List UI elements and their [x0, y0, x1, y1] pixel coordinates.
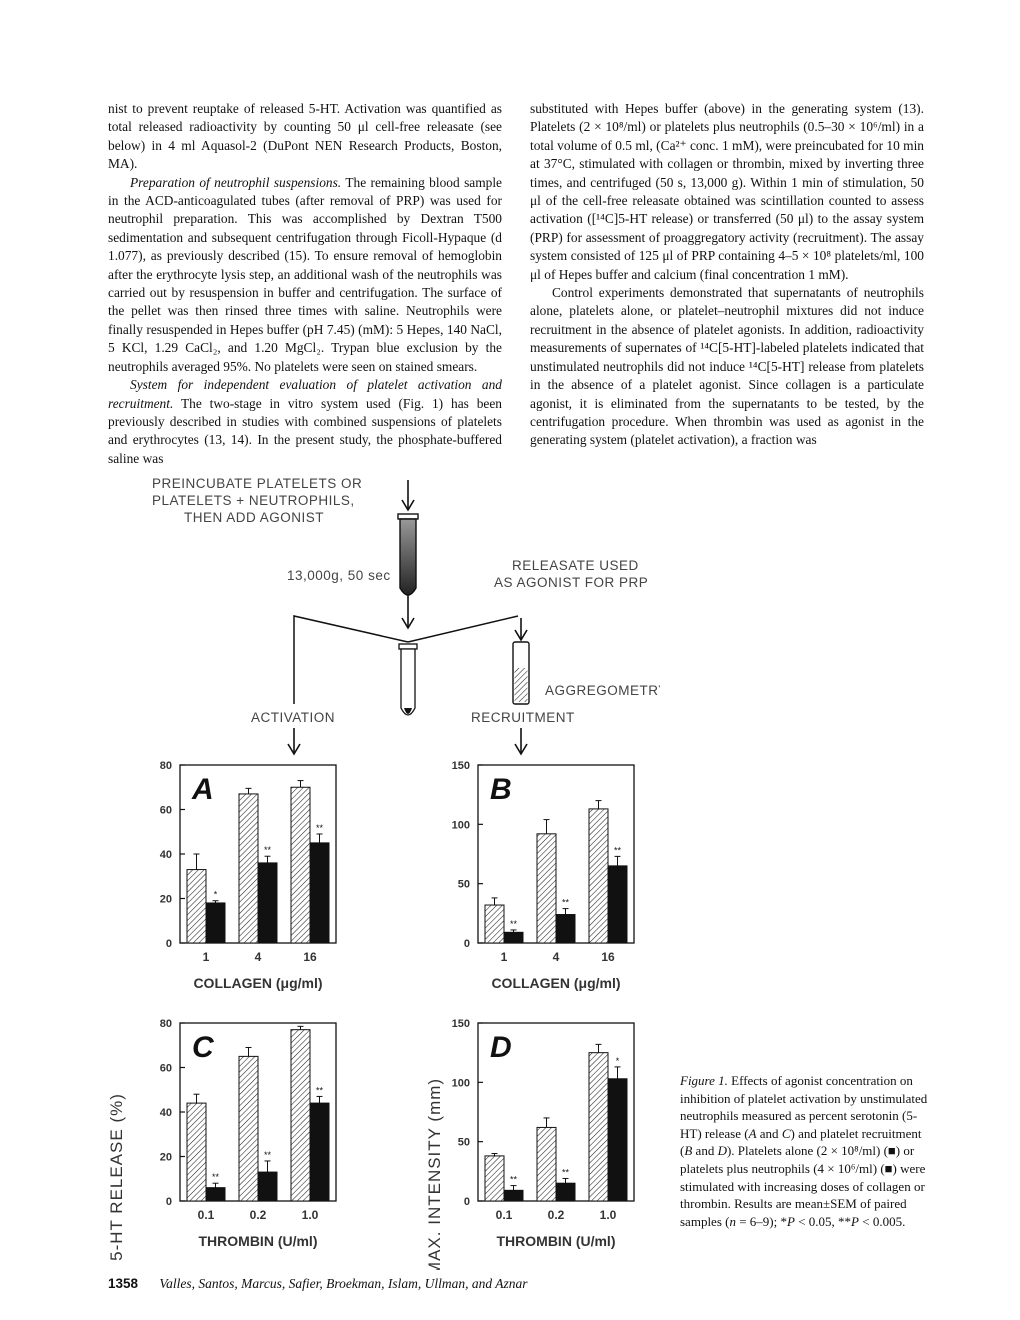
preincubate-line-2: PLATELETS + NEUTROPHILS,	[152, 493, 355, 508]
significance-marker: **	[561, 897, 570, 908]
centrifuge-tube-icon	[398, 514, 418, 595]
y-tick-label: 20	[159, 893, 172, 906]
activation-label: ACTIVATION	[251, 710, 336, 725]
y-tick-label: 50	[457, 1136, 470, 1149]
bar-platelets-alone	[537, 1127, 556, 1201]
author-list: Valles, Santos, Marcus, Safier, Broekman, Islam, Ullman, and Aznar	[159, 1276, 528, 1291]
y-tick-label: 0	[165, 938, 172, 950]
y-tick-label: 0	[463, 938, 470, 950]
arrow-down-icon	[515, 618, 527, 640]
paragraph: substituted with Hepes buffer (above) in the generating system (13). Platelets (2 × 10⁸/ml) or platelets plus neutrophils (0.5–30 × 10⁶/ml) in a total volume of 0.5 ml, (Ca²⁺ conc. 1 mM), were preincubated for 10 min at 37°C, stimulated with collagen or thrombin, mixed by inverting three times, and centrifuged (50 s, 13,000 g). Within 1 min of stimulation, 50 μl of the cell-free releasate obtained was scintillation counted to assess activation ([¹⁴C]5-HT release) or transferred (50 μl) to the assay system (PRP) for assessment of proaggregatory activity (recruitment). The assay system consisted of 125 μl of PRP containing 4–5 × 10⁸ platelets/ml, 100 μl of Hepes buffer and calcium (final concentration 1 mM).	[530, 101, 924, 282]
x-axis-title: COLLAGEN (μg/ml)	[193, 975, 323, 991]
x-tick-label: 0.1	[197, 1208, 215, 1222]
bar-platelets-neutrophils	[206, 903, 225, 943]
y-tick-label: 40	[159, 849, 172, 861]
panel-letter: C	[192, 1031, 214, 1064]
bar-platelets-alone	[187, 870, 206, 943]
y-tick-label: 20	[159, 1151, 172, 1164]
y-tick-label: 40	[159, 1107, 172, 1119]
x-tick-label: 1	[500, 950, 508, 964]
page-footer	[108, 1276, 528, 1292]
bar-platelets-alone	[589, 1053, 608, 1201]
y-axis-title-left: 5-HT RELEASE (%)	[107, 1093, 126, 1261]
bar-platelets-neutrophils	[608, 1079, 627, 1201]
significance-marker: *	[615, 1055, 620, 1066]
arrow-down-icon	[402, 480, 414, 510]
y-tick-label: 150	[451, 760, 470, 772]
panel-letter: A	[192, 773, 214, 806]
figure-1	[100, 470, 660, 1275]
bar-platelets-neutrophils	[310, 1103, 329, 1201]
chart-panel-c	[160, 1018, 336, 1249]
significance-marker: **	[263, 845, 272, 856]
paragraph-heading: Preparation of neutrophil suspensions.	[130, 174, 342, 190]
bar-platelets-alone	[537, 834, 556, 943]
arrow-down-icon	[288, 728, 300, 754]
x-tick-label: 0.2	[547, 1208, 565, 1222]
aggregometry-label: AGGREGOMETRY	[545, 683, 660, 698]
y-tick-label: 0	[165, 1196, 172, 1208]
x-tick-label: 4	[552, 950, 560, 964]
y-tick-label: 100	[451, 1077, 470, 1090]
x-tick-label: 4	[254, 950, 262, 964]
x-axis-title: THROMBIN (U/ml)	[496, 1233, 616, 1249]
x-tick-label: 1.0	[301, 1208, 319, 1222]
bar-platelets-neutrophils	[504, 932, 523, 943]
paragraph-heading: System for independent evaluation of platelet activation and recruitment.	[108, 377, 502, 411]
bar-platelets-alone	[291, 787, 310, 943]
text-column-right	[530, 100, 924, 450]
text-column-left	[108, 100, 502, 468]
x-tick-label: 1.0	[599, 1208, 617, 1222]
panel-letter: D	[490, 1031, 512, 1064]
bar-platelets-neutrophils	[556, 915, 575, 943]
y-tick-label: 100	[451, 819, 470, 832]
bar-platelets-neutrophils	[258, 863, 277, 943]
y-tick-label: 0	[463, 1196, 470, 1208]
chart-panel-a	[160, 760, 336, 991]
releasate-line-2: AS AGONIST FOR PRP	[494, 575, 649, 590]
x-axis-title: THROMBIN (U/ml)	[198, 1233, 318, 1249]
panel-letter: B	[490, 773, 512, 806]
significance-marker: **	[613, 845, 622, 856]
bar-platelets-neutrophils	[206, 1188, 225, 1201]
y-tick-label: 60	[159, 1062, 172, 1075]
schematic	[152, 476, 660, 754]
small-tube-icon	[399, 644, 417, 715]
cuvette-icon	[513, 642, 529, 704]
significance-marker: **	[315, 822, 324, 833]
y-tick-label: 150	[451, 1018, 470, 1030]
bar-platelets-alone	[239, 794, 258, 943]
paragraph: nist to prevent reuptake of released 5-HT. Activation was quantified as total released radioactivity by counting 50 μl cell-free releasate (see below) in 4 ml Aquasol-2 (DuPont NEN Research Products, Boston, MA).	[108, 101, 502, 172]
bar-platelets-neutrophils	[556, 1183, 575, 1201]
bar-platelets-alone	[291, 1030, 310, 1201]
preincubate-line-3: THEN ADD AGONIST	[184, 510, 325, 525]
y-axis-title-right: MAX. INTENSITY (mm)	[425, 1077, 444, 1270]
significance-marker: *	[213, 889, 218, 900]
y-tick-label: 80	[159, 1018, 172, 1030]
significance-marker: **	[315, 1085, 324, 1096]
significance-marker: **	[509, 1174, 518, 1185]
x-axis-title: COLLAGEN (μg/ml)	[491, 975, 621, 991]
significance-marker: **	[263, 1149, 272, 1160]
x-tick-label: 16	[303, 950, 317, 964]
bar-platelets-neutrophils	[608, 866, 627, 943]
paragraph: Control experiments demonstrated that supernatants of neutrophils alone, platelets alone, or platelet–neutrophil mixtures did not induce recruitment in the absence of platelet agonists. In addition, radioactivity measurements of supernates of ¹⁴C[5-HT]-labeled platelets indicated that unstimulated neutrophils did not induce ¹⁴C[5-HT] release from platelets in the absence of a platelet agonist. Since collagen is a particulate agonist, it is eliminated from the supernatants to be tested, by the centrifugation procedure. When thrombin was used as agonist in the generating system (platelet activation), a fraction was	[530, 285, 924, 448]
significance-marker: **	[509, 918, 518, 929]
x-tick-label: 16	[601, 950, 615, 964]
bar-platelets-neutrophils	[504, 1190, 523, 1201]
arrow-down-icon	[402, 594, 414, 628]
bar-platelets-neutrophils	[258, 1172, 277, 1201]
recruitment-label: RECRUITMENT	[471, 710, 575, 725]
arrow-down-icon	[515, 728, 527, 754]
paragraph: Preparation of neutrophil suspensions. The remaining blood sample in the ACD-anticoagulated tubes (after removal of PRP) was used for neutrophil preparation. This was accomplished by Dextran T500 sedimentation and subsequent centrifugation through Ficoll-Hypaque (d 1.077), as previously described (15). To ensure removal of hemoglobin after the erythrocyte lysis step, an additional wash of the neutrophils was carried out by resuspension in buffer and centrifugation. The surface of the pellet was then rinsed three times with saline. Neutrophils were finally resuspended in Hepes buffer (pH 7.45) (mM): 5 Hepes, 140 NaCl, 5 KCl, 1.29 CaCl₂, and 1.20 MgCl₂. Trypan blue exclusion by the neutrophils averaged 95%. No platelets were seen on stained smears.	[108, 174, 503, 374]
preincubate-line-1: PREINCUBATE PLATELETS OR	[152, 476, 363, 491]
chart-panel-d	[452, 1018, 634, 1249]
x-tick-label: 1	[202, 950, 210, 964]
centrifuge-label: 13,000g, 50 sec	[287, 568, 391, 583]
significance-marker: **	[561, 1167, 570, 1178]
bar-platelets-alone	[187, 1103, 206, 1201]
x-tick-label: 0.2	[249, 1208, 267, 1222]
branch-line-left	[294, 616, 408, 704]
y-tick-label: 50	[457, 878, 470, 891]
bar-platelets-alone	[239, 1056, 258, 1201]
significance-marker: **	[211, 1172, 220, 1183]
chart-panel-b	[452, 760, 634, 991]
bar-platelets-alone	[485, 1156, 504, 1201]
paragraph: System for independent evaluation of platelet activation and recruitment. The two-stage in vitro system used (Fig. 1) has been previously described in studies with combined suspensions of platelets and erythrocytes (13, 14). In the present study, the phosphate-buffered saline was	[108, 377, 502, 466]
x-tick-label: 0.1	[495, 1208, 513, 1222]
figure-caption: Figure 1. Effects of agonist concentration on inhibition of platelet activation by unstimulated neutrophils measured as percent serotonin (5-HT) release (A and C) and platelet recruitment (B and D). Platelets alone (2 × 10⁸/ml) (■) or platelets plus neutrophils (4 × 10⁶/ml) (■) were stimulated with increasing doses of collagen or thrombin. Results are mean±SEM of paired samples (n = 6–9); *P < 0.05, **P < 0.005.	[680, 1073, 928, 1229]
y-tick-label: 80	[159, 760, 172, 772]
bar-platelets-alone	[485, 905, 504, 943]
bar-platelets-alone	[589, 809, 608, 943]
releasate-line-1: RELEASATE USED	[512, 558, 639, 573]
y-tick-label: 60	[159, 804, 172, 817]
page-number: 1358	[108, 1276, 139, 1291]
branch-line-right	[408, 616, 518, 642]
bar-platelets-neutrophils	[310, 843, 329, 943]
